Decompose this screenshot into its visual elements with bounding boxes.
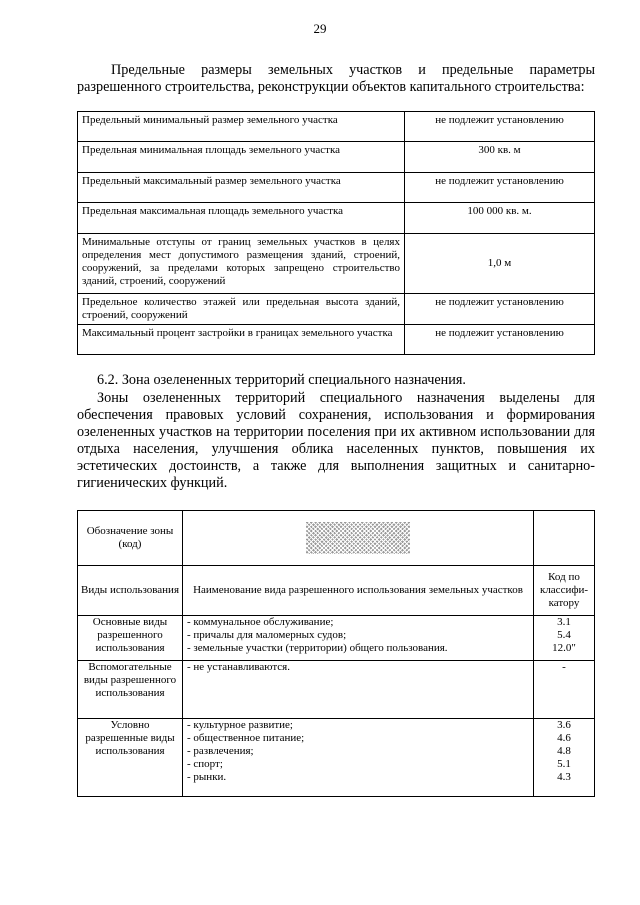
list-item: - не устанавливаются.	[187, 661, 290, 673]
code-value: 4.6	[557, 732, 571, 744]
list-item: - рынки.	[187, 771, 227, 783]
table-row	[78, 203, 595, 234]
zone-table	[77, 510, 595, 797]
group-items	[183, 719, 534, 797]
param-name: Предельная минимальная площадь земельного участка	[78, 142, 405, 173]
param-value: 1,0 м	[405, 234, 595, 294]
code-value: 5.1	[557, 758, 571, 770]
group-items	[183, 661, 534, 719]
table-row	[78, 234, 595, 294]
code-value: 3.1	[557, 616, 571, 628]
param-name: Предельный максимальный размер земельного участка	[78, 173, 405, 203]
zone-code-label: Обозначение зоны (код)	[78, 511, 183, 566]
group-codes	[534, 616, 595, 661]
list-item: - спорт;	[187, 758, 223, 770]
group-items	[183, 616, 534, 661]
code-value: 4.8	[557, 745, 571, 757]
header-usage-name: Наименование вида разрешенного использования земельных участков	[183, 566, 534, 616]
code-value: 5.4	[557, 629, 571, 641]
zone-code-row	[78, 511, 595, 566]
param-value: не подлежит установлению	[405, 294, 595, 325]
table-row-main-uses	[78, 616, 595, 661]
parameters-table	[77, 111, 595, 355]
table-row	[78, 112, 595, 142]
list-item: - развлечения;	[187, 745, 254, 757]
section-paragraph: Зоны озелененных территорий специального назначения выделены для обеспечения правовых условий сохранения, использования и формирования озелененных участков на территории поселения при их активном использовании для отдыха населения, улучшения облика населенных пунктов, повышения их эстетических достоинств, а также для выполнения защитных и санитарно-гигиенических функций.	[77, 390, 595, 491]
group-label: Условно разрешенные виды использования	[78, 719, 183, 797]
header-classifier-code: Код по классифи- катору	[534, 566, 595, 616]
list-item: - коммунальное обслуживание;	[187, 616, 334, 628]
section-title: 6.2. Зона озелененных территорий специального назначения.	[97, 372, 466, 388]
code-value: 4.3	[557, 771, 571, 783]
table-row	[78, 142, 595, 173]
group-label: Основные виды разрешенного использования	[78, 616, 183, 661]
table-row-conditional-uses	[78, 719, 595, 797]
param-value: не подлежит установлению	[405, 325, 595, 355]
param-value: 100 000 кв. м.	[405, 203, 595, 234]
list-item: - земельные участки (территории) общего пользования.	[187, 642, 448, 654]
list-item: - культурное развитие;	[187, 719, 293, 731]
param-name: Максимальный процент застройки в границах земельного участка	[78, 325, 405, 355]
param-value: не подлежит установлению	[405, 173, 595, 203]
group-label: Вспомогательные виды разрешенного использования	[78, 661, 183, 719]
header-usage-types: Виды использования	[78, 566, 183, 616]
intro-paragraph: Предельные размеры земельных участков и предельные параметры разрешенного строительства, реконструкции объектов капитального строительства:	[77, 62, 595, 95]
zone-hatch-pattern	[306, 522, 410, 554]
zone-code-empty	[534, 511, 595, 566]
table-row	[78, 173, 595, 203]
param-value: 300 кв. м	[405, 142, 595, 173]
param-value: не подлежит установлению	[405, 112, 595, 142]
code-value: 12.0"	[552, 642, 576, 654]
zone-pattern-cell	[183, 511, 534, 566]
table-row	[78, 294, 595, 325]
group-codes	[534, 661, 595, 719]
param-name: Предельное количество этажей или предельная высота зданий, строений, сооружений	[78, 294, 405, 325]
code-value: 3.6	[557, 719, 571, 731]
list-item: - общественное питание;	[187, 732, 305, 744]
code-value: -	[562, 661, 566, 673]
table-row	[78, 325, 595, 355]
param-name: Минимальные отступы от границ земельных участков в целях определения мест допустимого размещения зданий, строений, сооружений, за пределами которых запрещено строительство зданий, строений, сооружений	[78, 234, 405, 294]
list-item: - причалы для маломерных судов;	[187, 629, 347, 641]
param-name: Предельная максимальная площадь земельного участка	[78, 203, 405, 234]
param-name: Предельный минимальный размер земельного участка	[78, 112, 405, 142]
table-row-auxiliary-uses	[78, 661, 595, 719]
group-codes	[534, 719, 595, 797]
page-number: 29	[313, 21, 327, 36]
header-row	[78, 566, 595, 616]
